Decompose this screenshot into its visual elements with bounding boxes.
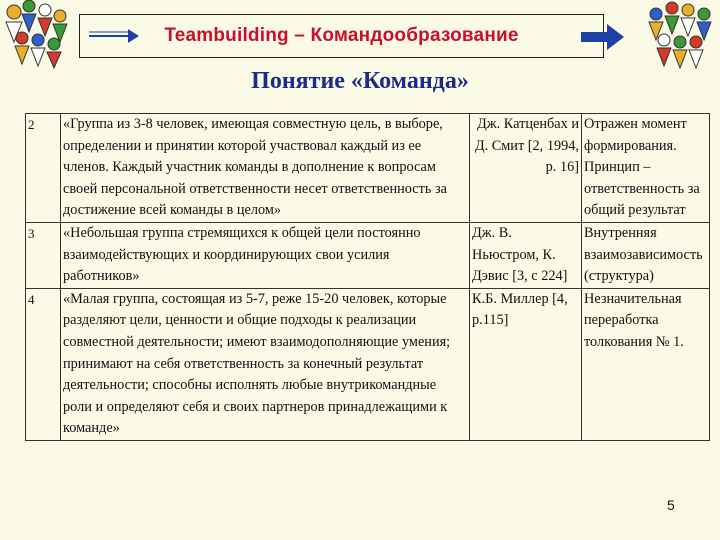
comment-cell: Незначительная переработка толкования № 1. <box>582 288 710 440</box>
author-cell: Дж. В. Ньюстром, К. Дэвис [3, с 224] <box>470 222 582 288</box>
team-people-logo-icon <box>2 0 78 70</box>
arrow-right-icon <box>581 24 625 50</box>
comment-cell: Отражен момент формирования. Принцип – ответственность за общий результат <box>582 114 710 223</box>
page-title: Понятие «Команда» <box>251 68 469 94</box>
header-banner <box>79 14 604 58</box>
table-row <box>26 288 710 440</box>
definition-cell: «Небольшая группа стремящихся к общей цели постоянно взаимодействующих и координирующих свои усилия работников» <box>61 222 470 288</box>
row-number: 2 <box>26 114 61 223</box>
header-title: Teambuilding – Командообразование <box>164 25 519 46</box>
table-row <box>26 114 710 223</box>
definitions-table <box>25 113 710 441</box>
team-people-logo-icon <box>646 0 718 70</box>
author-cell: Дж. Катценбах и Д. Смит [2, 1994, р. 16] <box>470 114 582 223</box>
page-number: 5 <box>667 497 675 513</box>
row-number: 4 <box>26 288 61 440</box>
row-number: 3 <box>26 222 61 288</box>
table-row <box>26 222 710 288</box>
definition-cell: «Группа из 3-8 человек, имеющая совместную цель, в выборе, определении и принятии которой участвовал каждый из ее членов. Каждый участник команды в дополнение к вопросам своей персональной ответственности несет ответственность за достижение всей команды в целом» <box>61 114 470 223</box>
comment-cell: Внутренняя взаимозависимость (структура) <box>582 222 710 288</box>
definition-cell: «Малая группа, состоящая из 5-7, реже 15-20 человек, которые разделяют цели, ценности и общие подходы к реализации совместной деятельности; имеют взаимодополняющие умения; принимают на себя ответственность за конечный результат деятельности; способны исполнять любые внутрикомандные роли и определяют себя и своих партнеров принадлежащими к команде» <box>61 288 470 440</box>
author-cell: К.Б. Миллер [4, р.115] <box>470 288 582 440</box>
